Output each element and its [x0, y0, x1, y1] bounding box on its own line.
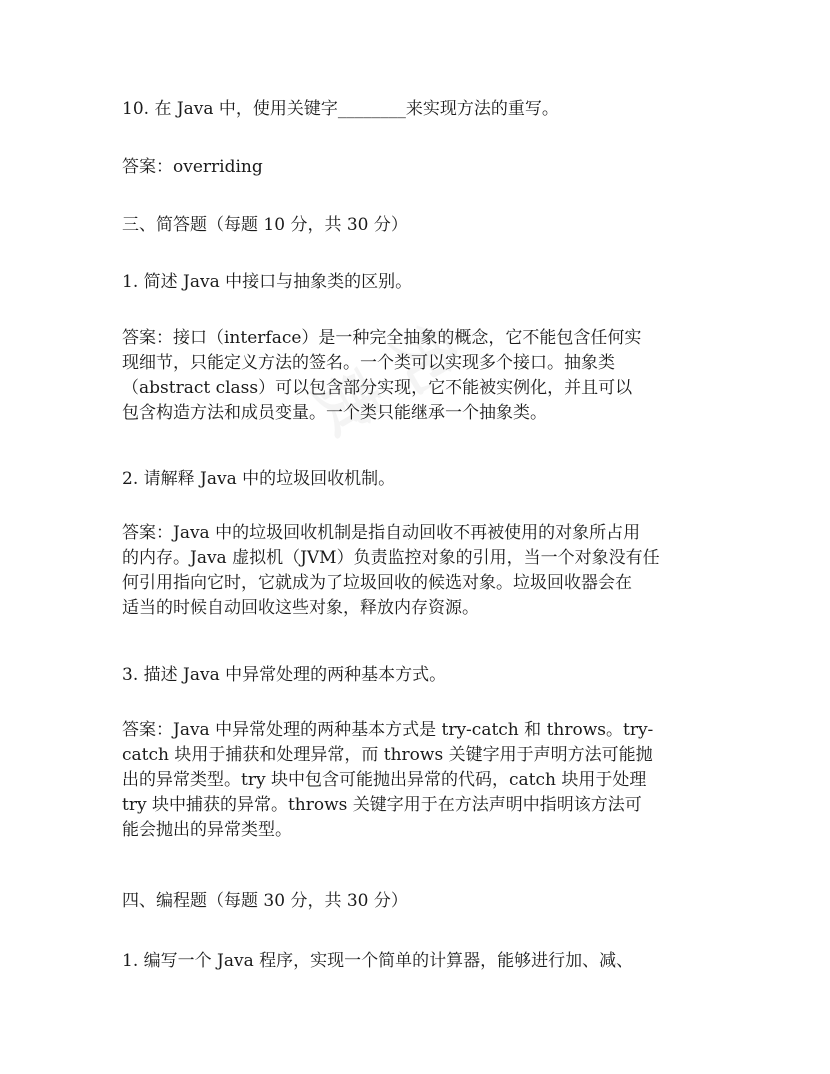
short-question-1: 1. 简述 Java 中接口与抽象类的区别。: [122, 272, 413, 292]
short-answer-2: [122, 521, 712, 621]
answer-line: 答案：Java 中的垃圾回收机制是指自动回收不再被使用的对象所占用: [122, 523, 641, 543]
short-question-3: 3. 描述 Java 中异常处理的两种基本方式。: [122, 665, 447, 685]
answer-10: 答案：overriding: [122, 157, 263, 177]
answer-line: 答案：接口（interface）是一种完全抽象的概念，它不能包含任何实: [122, 328, 642, 348]
answer-line: catch 块用于捕获和处理异常，而 throws 关键字用于声明方法可能抛: [122, 745, 653, 765]
section-4-heading: 四、编程题（每题 30 分，共 30 分）: [122, 891, 408, 911]
watermark: 免费: [298, 310, 475, 449]
answer-line: 何引用指向它时，它就成为了垃圾回收的候选对象。垃圾回收器会在: [122, 573, 632, 593]
answer-line: 出的异常类型。try 块中包含可能抛出异常的代码，catch 块用于处理: [122, 770, 647, 790]
short-answer-3: [122, 718, 712, 843]
section-3-heading: 三、简答题（每题 10 分，共 30 分）: [122, 215, 408, 235]
answer-line: 答案：Java 中异常处理的两种基本方式是 try-catch 和 throws。try-: [122, 720, 654, 740]
answer-line: try 块中捕获的异常。throws 关键字用于在方法声明中指明该方法可: [122, 795, 642, 815]
answer-line: （abstract class）可以包含部分实现，它不能被实例化，并且可以: [122, 378, 633, 398]
answer-line: 包含构造方法和成员变量。一个类只能继承一个抽象类。: [122, 403, 547, 423]
answer-line: 现细节，只能定义方法的签名。一个类可以实现多个接口。抽象类: [122, 353, 615, 373]
programming-question-1: 1. 编写一个 Java 程序，实现一个简单的计算器，能够进行加、减、: [122, 951, 634, 971]
short-question-2: 2. 请解释 Java 中的垃圾回收机制。: [122, 469, 396, 489]
answer-line: 适当的时候自动回收这些对象，释放内存资源。: [122, 598, 479, 618]
short-answer-1: [122, 326, 712, 426]
answer-line: 的内存。Java 虚拟机（JVM）负责监控对象的引用，当一个对象没有任: [122, 548, 660, 568]
answer-line: 能会抛出的异常类型。: [122, 820, 292, 840]
question-10: 10. 在 Java 中，使用关键字________来实现方法的重写。: [122, 99, 559, 119]
